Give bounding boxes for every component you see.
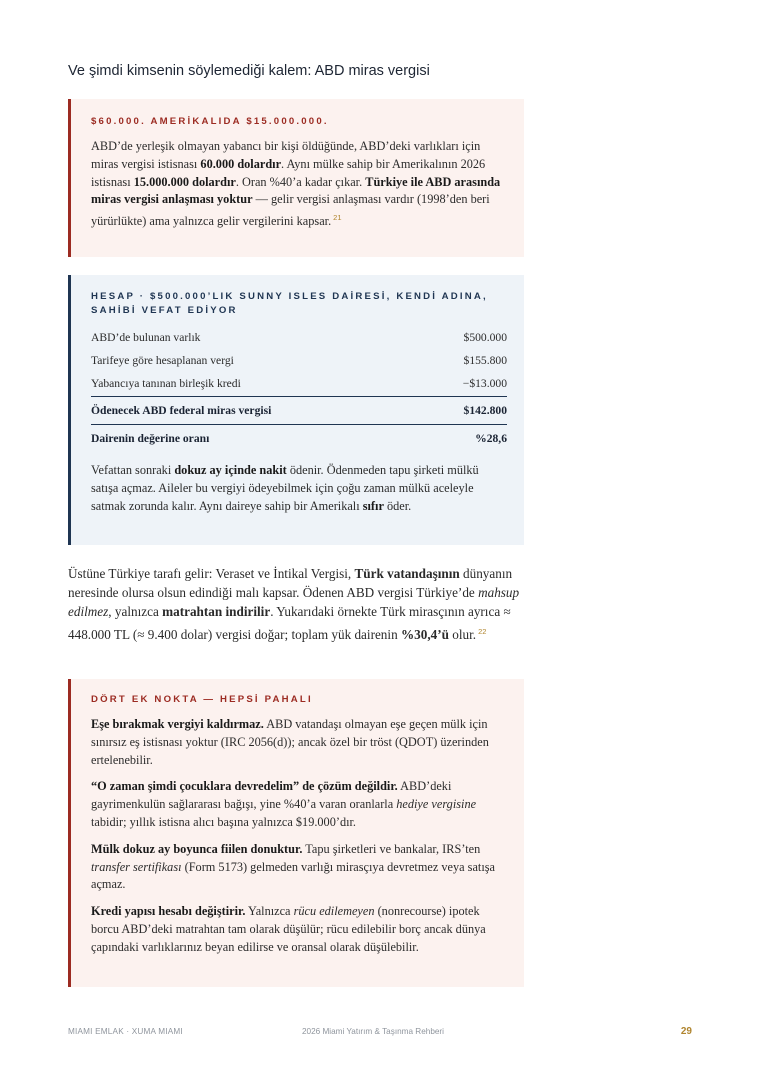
footer-brand: MIAMI EMLAK · XUMA MIAMI <box>68 1027 183 1036</box>
bold-text: 60.000 dolardır <box>200 156 282 171</box>
bold-text: Türkiye ile ABD arasında miras vergisi anlaşması yoktur <box>91 174 501 207</box>
calc-ratio-row <box>91 425 507 452</box>
row-value: %28,6 <box>475 432 507 445</box>
italic-text: hediye vergisine <box>396 797 477 812</box>
point-item <box>91 903 507 956</box>
footnote-ref[interactable]: 21 <box>333 213 342 223</box>
point-item <box>91 841 507 894</box>
calc-table <box>91 326 507 452</box>
calc-total-row <box>91 397 507 424</box>
row-value: $500.000 <box>463 331 507 344</box>
bold-text: “O zaman şimdi çocuklara devredelim” de çözüm değildir. <box>91 779 398 794</box>
point-item <box>91 716 507 769</box>
text: . Yukarıdaki örnekte Türk mirasçının ayrıca ≈ 448.000 TL (≈ 9.400 dolar) vergisi doğar; toplam yük dairenin <box>68 604 511 642</box>
callout-kicker: DÖRT EK NOKTA — HEPSİ PAHALI <box>91 694 313 705</box>
bold-text: %30,4’ü <box>400 626 449 642</box>
text: olur. <box>448 626 477 642</box>
section-heading: Ve şimdi kimsenin söylemediği kalem: ABD miras vergisi <box>68 63 430 79</box>
text: öder. <box>383 498 412 513</box>
italic-text: mahsup edilmez <box>68 585 520 620</box>
calc-row <box>91 326 507 349</box>
text: . Oran %40’a kadar çıkar. <box>235 174 366 189</box>
text: . Aynı mülke sahip bir Amerikalının 2026 istisnası <box>91 156 486 189</box>
text: ABD’deki gayrimenkulün sağlararası bağışı, yine %40’a varan oranlarla <box>91 779 452 812</box>
row-value: $142.800 <box>463 404 507 417</box>
bold-text: sıfır <box>362 498 384 513</box>
text: Yalnızca <box>245 904 294 919</box>
row-label: Ödenecek ABD federal miras vergisi <box>91 404 272 417</box>
row-value: $155.800 <box>463 354 507 367</box>
calc-kicker: HESAP · $500.000’LIK SUNNY ISLES DAİRESİ, KENDİ ADINA, SAHİBİ VEFAT EDİYOR <box>91 291 488 316</box>
callout-paragraph <box>91 138 507 231</box>
calculation-box <box>68 275 524 545</box>
text: dünyanın neresinde olursa olsun edindiği malı kapsar. Ödenen ABD vergisi Türkiye’de <box>68 566 513 601</box>
text: (nonrecourse) ipotek borcu ABD’deki matrahtan tam olarak düşülür; rücu edilebilir borç ancak dünya çapındaki varlıklarınız beyan edilirse ve oransal olarak düşülebilir. <box>91 904 486 954</box>
row-label: Yabancıya tanınan birleşik kredi <box>91 377 241 390</box>
row-label: Tarifeye göre hesaplanan vergi <box>91 354 234 367</box>
bold-text: Eşe bırakmak vergiyi kaldırmaz. <box>91 717 264 731</box>
text: , yalnızca <box>108 604 163 620</box>
callout-kicker: $60.000. AMERİKALIDA $15.000.000. <box>91 116 329 127</box>
text: Üstüne Türkiye tarafı gelir: Veraset ve İntikal Vergisi, <box>68 566 355 581</box>
bold-text: dokuz ay içinde nakit <box>174 463 287 477</box>
text: ödenir. Ödenmeden tapu şirketi mülkü satışa açmaz. Aileler bu vergiyi ödeyebilmek için çoğu zaman mülkü aceleyle satmak zorunda kalır. Aynı daireye sahip bir Amerikalı <box>91 463 479 513</box>
text: Tapu şirketleri ve bankalar, IRS’ten <box>302 841 481 856</box>
text: Vefattan sonraki <box>91 463 175 477</box>
text: tabidir; yıllık istisna alıcı başına yalnızca $19.000’dır. <box>91 814 357 829</box>
callout-four-points <box>68 679 524 987</box>
row-label: ABD’de bulunan varlık <box>91 331 201 344</box>
calc-row <box>91 349 507 372</box>
calc-row <box>91 372 507 395</box>
bold-text: Mülk dokuz ay boyunca fiilen donuktur. <box>91 841 303 856</box>
page-footer <box>68 1026 692 1040</box>
bold-text: Türk vatandaşının <box>354 566 460 581</box>
body-paragraph <box>68 564 530 644</box>
text: (Form 5173) gelmeden varlığı mirasçıya devretmez veya satışa açmaz. <box>91 859 495 892</box>
point-item <box>91 778 507 831</box>
bold-text: 15.000.000 dolardır <box>133 174 236 189</box>
italic-text: rücu edilemeyen <box>293 904 375 919</box>
footnote-ref[interactable]: 22 <box>478 626 487 636</box>
footer-title: 2026 Miami Yatırım & Taşınma Rehberi <box>302 1027 444 1036</box>
italic-text: transfer sertifikası <box>91 859 182 874</box>
text: ABD vatandaşı olmayan eşe geçen mülk için sınırsız eş istisnası yoktur (IRC 2056(d)); ancak özel bir tröst (QDOT) üzerinden ertelenebilir. <box>91 717 489 767</box>
row-label: Dairenin değerine oranı <box>91 432 210 445</box>
bold-text: Kredi yapısı hesabı değiştirir. <box>91 904 246 919</box>
row-value: −$13.000 <box>462 377 507 390</box>
calc-note <box>91 462 507 515</box>
text: ABD’de yerleşik olmayan yabancı bir kişi öldüğünde, ABD’deki varlıkları için miras vergisi istisnası <box>91 139 481 171</box>
text: — gelir vergisi anlaşması vardır (1998’den beri yürürlükte) ama yalnızca gelir vergilerini kapsar. <box>91 192 490 229</box>
page-number: 29 <box>680 1026 692 1037</box>
callout-exemption <box>68 99 524 257</box>
bold-text: matrahtan indirilir <box>162 604 271 620</box>
